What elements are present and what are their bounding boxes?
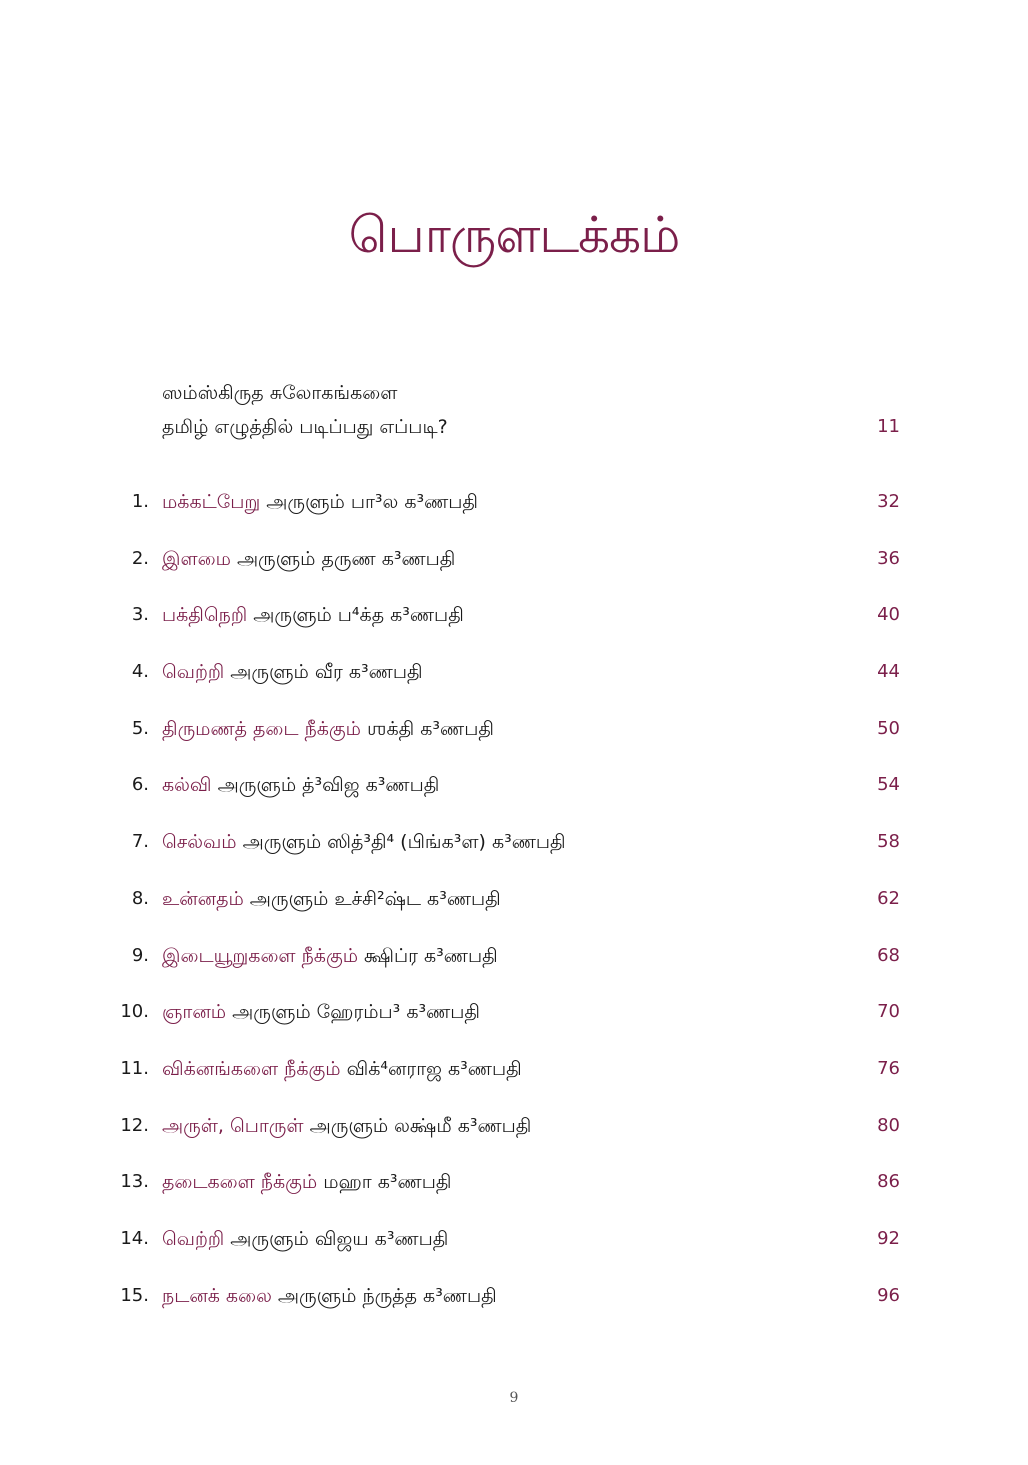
toc-entry-number: 14. bbox=[120, 1227, 149, 1249]
toc-entry-title bbox=[162, 597, 464, 633]
toc-entry-accent: செல்வம் bbox=[162, 831, 237, 854]
toc-entry-rest: அருளும் லக்ஷ்மீ க³ணபதி bbox=[303, 1114, 532, 1137]
toc-entry-8 bbox=[0, 881, 1028, 938]
toc-list bbox=[0, 484, 1028, 1334]
toc-entry-9 bbox=[0, 938, 1028, 995]
toc-entry-page: 54 bbox=[877, 774, 900, 796]
toc-entry-11 bbox=[0, 1051, 1028, 1108]
toc-entry-title bbox=[162, 484, 478, 520]
toc-entry-accent: உன்னதம் bbox=[162, 887, 244, 910]
intro-line-1: ஸம்ஸ்கிருத சுலோகங்களை bbox=[162, 382, 398, 404]
toc-entry-title bbox=[162, 1221, 448, 1257]
toc-entry-rest: அருளும் தருண க³ணபதி bbox=[230, 547, 456, 570]
toc-entry-page: 36 bbox=[877, 547, 900, 569]
toc-entry-number: 8. bbox=[131, 887, 149, 909]
toc-entry-page: 70 bbox=[877, 1001, 900, 1023]
toc-entry-accent: திருமணத் தடை நீக்கும் bbox=[162, 717, 361, 740]
toc-entry-rest: ஶக்தி க³ணபதி bbox=[360, 717, 494, 740]
toc-entry-accent: கல்வி bbox=[162, 774, 212, 797]
toc-entry-page: 58 bbox=[877, 831, 900, 853]
toc-entry-4 bbox=[0, 654, 1028, 711]
toc-entry-accent: வெற்றி bbox=[162, 661, 225, 684]
toc-entry-5 bbox=[0, 711, 1028, 768]
page-folio-number: 9 bbox=[509, 1390, 519, 1406]
toc-entry-13 bbox=[0, 1164, 1028, 1221]
toc-entry-rest: விக்⁴னராஜ க³ணபதி bbox=[340, 1057, 522, 1080]
toc-entry-title bbox=[162, 711, 494, 747]
toc-entry-page: 80 bbox=[877, 1114, 900, 1136]
toc-entry-rest: அருளும் வீர க³ணபதி bbox=[224, 661, 423, 684]
toc-entry-15 bbox=[0, 1278, 1028, 1335]
toc-entry-rest: அருளும் த்³விஜ க³ணபதி bbox=[211, 774, 440, 797]
toc-entry-page: 86 bbox=[877, 1171, 900, 1193]
toc-entry-rest: அருளும் ஹேரம்ப³ க³ணபதி bbox=[226, 1001, 480, 1024]
toc-entry-accent: வெற்றி bbox=[162, 1227, 225, 1250]
toc-entry-title bbox=[162, 1108, 531, 1144]
toc-entry-rest: அருளும் ஸித்³தி⁴ (பிங்க³ள) க³ணபதி bbox=[236, 831, 566, 854]
toc-entry-number: 9. bbox=[131, 944, 149, 966]
toc-entry-accent: பக்திநெறி bbox=[162, 604, 248, 627]
toc-entry-number: 7. bbox=[131, 831, 149, 853]
toc-entry-accent: இடையூறுகளை நீக்கும் bbox=[162, 944, 359, 967]
toc-entry-number: 15. bbox=[120, 1284, 149, 1306]
toc-entry-accent: விக்னங்களை நீக்கும் bbox=[162, 1057, 341, 1080]
toc-entry-rest: அருளும் விஜய க³ணபதி bbox=[224, 1227, 449, 1250]
toc-entry-2 bbox=[0, 541, 1028, 598]
toc-entry-accent: இளமை bbox=[162, 547, 231, 570]
toc-entry-accent: தடைகளை நீக்கும் bbox=[162, 1171, 318, 1194]
toc-entry-1 bbox=[0, 484, 1028, 541]
toc-entry-title bbox=[162, 881, 501, 917]
toc-entry-page: 68 bbox=[877, 944, 900, 966]
toc-entry-number: 3. bbox=[131, 604, 149, 626]
toc-entry-number: 4. bbox=[131, 661, 149, 683]
toc-entry-6 bbox=[0, 767, 1028, 824]
toc-entry-title bbox=[162, 994, 480, 1030]
page-title: பொருளடக்கம் bbox=[348, 206, 680, 264]
intro-page-number: 11 bbox=[877, 416, 900, 437]
toc-entry-title bbox=[162, 1278, 497, 1314]
toc-entry-number: 6. bbox=[131, 774, 149, 796]
toc-entry-rest: அருளும் ப⁴க்த க³ணபதி bbox=[247, 604, 464, 627]
toc-entry-12 bbox=[0, 1108, 1028, 1165]
toc-entry-accent: ஞானம் bbox=[162, 1001, 227, 1024]
toc-entry-page: 40 bbox=[877, 604, 900, 626]
toc-entry-number: 11. bbox=[120, 1057, 149, 1079]
toc-entry-rest: அருளும் ந்ருத்த க³ணபதி bbox=[271, 1284, 497, 1307]
toc-entry-title bbox=[162, 767, 439, 803]
toc-entry-number: 2. bbox=[131, 547, 149, 569]
intro-line-2: தமிழ் எழுத்தில் படிப்பது எப்படி? bbox=[162, 416, 448, 438]
toc-entry-number: 13. bbox=[120, 1171, 149, 1193]
toc-entry-10 bbox=[0, 994, 1028, 1051]
toc-entry-title bbox=[162, 541, 455, 577]
toc-entry-title bbox=[162, 654, 423, 690]
toc-entry-title bbox=[162, 824, 566, 860]
toc-entry-accent: நடனக் கலை bbox=[162, 1284, 272, 1307]
toc-entry-accent: அருள், பொருள் bbox=[162, 1114, 304, 1137]
toc-entry-rest: அருளும் உச்சி²ஷ்ட க³ணபதி bbox=[243, 887, 501, 910]
toc-entry-title bbox=[162, 1164, 451, 1200]
toc-entry-page: 92 bbox=[877, 1227, 900, 1249]
toc-entry-rest: மஹா க³ணபதி bbox=[317, 1171, 452, 1194]
toc-entry-7 bbox=[0, 824, 1028, 881]
toc-entry-title bbox=[162, 938, 498, 974]
toc-entry-page: 62 bbox=[877, 887, 900, 909]
toc-entry-page: 44 bbox=[877, 661, 900, 683]
toc-entry-number: 12. bbox=[120, 1114, 149, 1136]
toc-entry-3 bbox=[0, 597, 1028, 654]
intro-entry bbox=[0, 376, 1028, 446]
toc-entry-page: 76 bbox=[877, 1057, 900, 1079]
toc-entry-page: 32 bbox=[877, 491, 900, 512]
toc-entry-page: 50 bbox=[877, 717, 900, 739]
toc-entry-rest: க்ஷிப்ர க³ணபதி bbox=[358, 944, 498, 967]
toc-entry-number: 1. bbox=[131, 491, 149, 512]
toc-entry-title bbox=[162, 1051, 522, 1087]
toc-entry-number: 10. bbox=[120, 1001, 149, 1023]
toc-entry-page: 96 bbox=[877, 1284, 900, 1306]
toc-entry-accent: மக்கட்பேறு bbox=[162, 491, 261, 513]
toc-entry-14 bbox=[0, 1221, 1028, 1278]
toc-entry-number: 5. bbox=[131, 717, 149, 739]
toc-entry-rest: அருளும் பா³ல க³ணபதி bbox=[260, 491, 478, 513]
